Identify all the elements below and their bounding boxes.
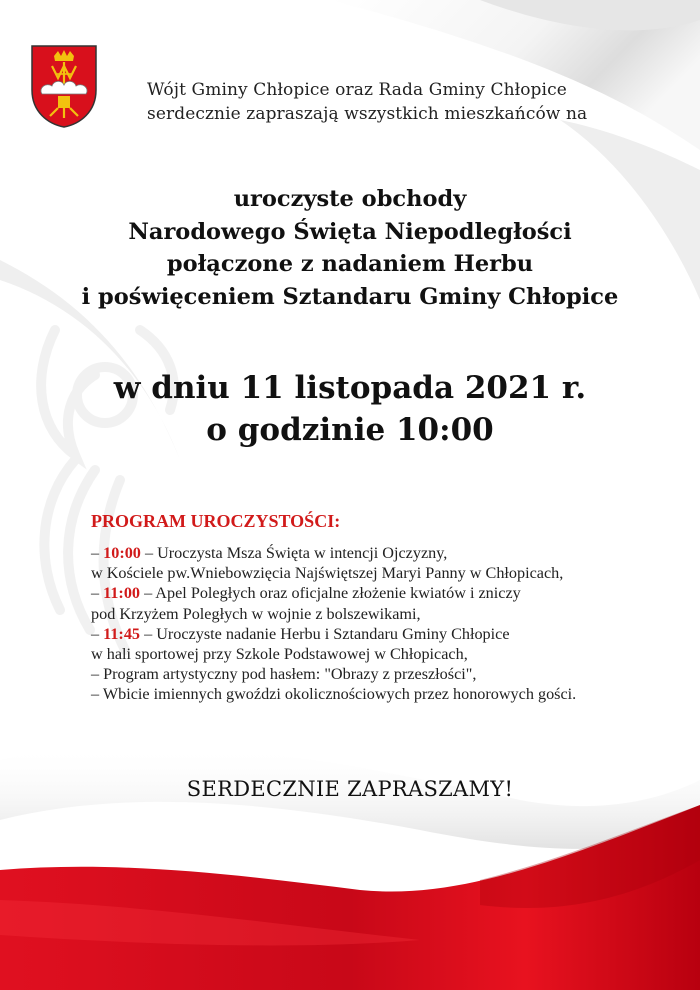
headline-line: Narodowego Święta Niepodległości — [128, 218, 572, 245]
headline-line: uroczyste obchody — [233, 186, 467, 212]
program-item: – Wbicie imiennych gwoździ okolicznościowych przez honorowych gości. — [91, 685, 577, 704]
program-item: – 11:45 – Uroczyste nadanie Herbu i Sztandaru Gminy Chłopice — [91, 624, 510, 643]
invite-line: Wójt Gminy Chłopice oraz Rada Gminy Chłopice — [147, 80, 567, 100]
program-title: PROGRAM UROCZYSTOŚCI: — [91, 511, 341, 531]
invitation-text — [147, 78, 667, 126]
program-item: w hali sportowej przy Szkole Podstawowej w Chłopicach, — [91, 645, 468, 664]
program-item: pod Krzyżem Poległych w wojnie z bolszewikami, — [91, 604, 421, 623]
headline-line: i poświęceniem Sztandaru Gminy Chłopice — [81, 283, 619, 310]
closing-invitation: SERDECZNIE ZAPRASZAMY! — [186, 777, 514, 801]
event-headline — [0, 183, 700, 313]
program-item: – 11:00 – Apel Poległych oraz oficjalne złożenie kwiatów i zniczy — [91, 584, 521, 603]
invite-line: serdecznie zapraszają wszystkich mieszkańców na — [147, 104, 588, 124]
coat-of-arms-icon — [30, 44, 98, 128]
time-line: o godzinie 10:00 — [206, 412, 494, 448]
date-line: w dniu 11 listopada 2021 r. — [113, 370, 587, 406]
program-list — [91, 543, 681, 705]
program-item: – 10:00 – Uroczysta Msza Święta w intencji Ojczyzny, — [91, 544, 448, 562]
headline-line: połączone z nadaniem Herbu — [166, 251, 534, 277]
program-item: w Kościele pw.Wniebowzięcia Najświętszej Maryi Panny w Chłopicach, — [91, 564, 564, 583]
program-item: – Program artystyczny pod hasłem: "Obrazy z przeszłości", — [91, 665, 477, 684]
event-date — [0, 367, 700, 451]
